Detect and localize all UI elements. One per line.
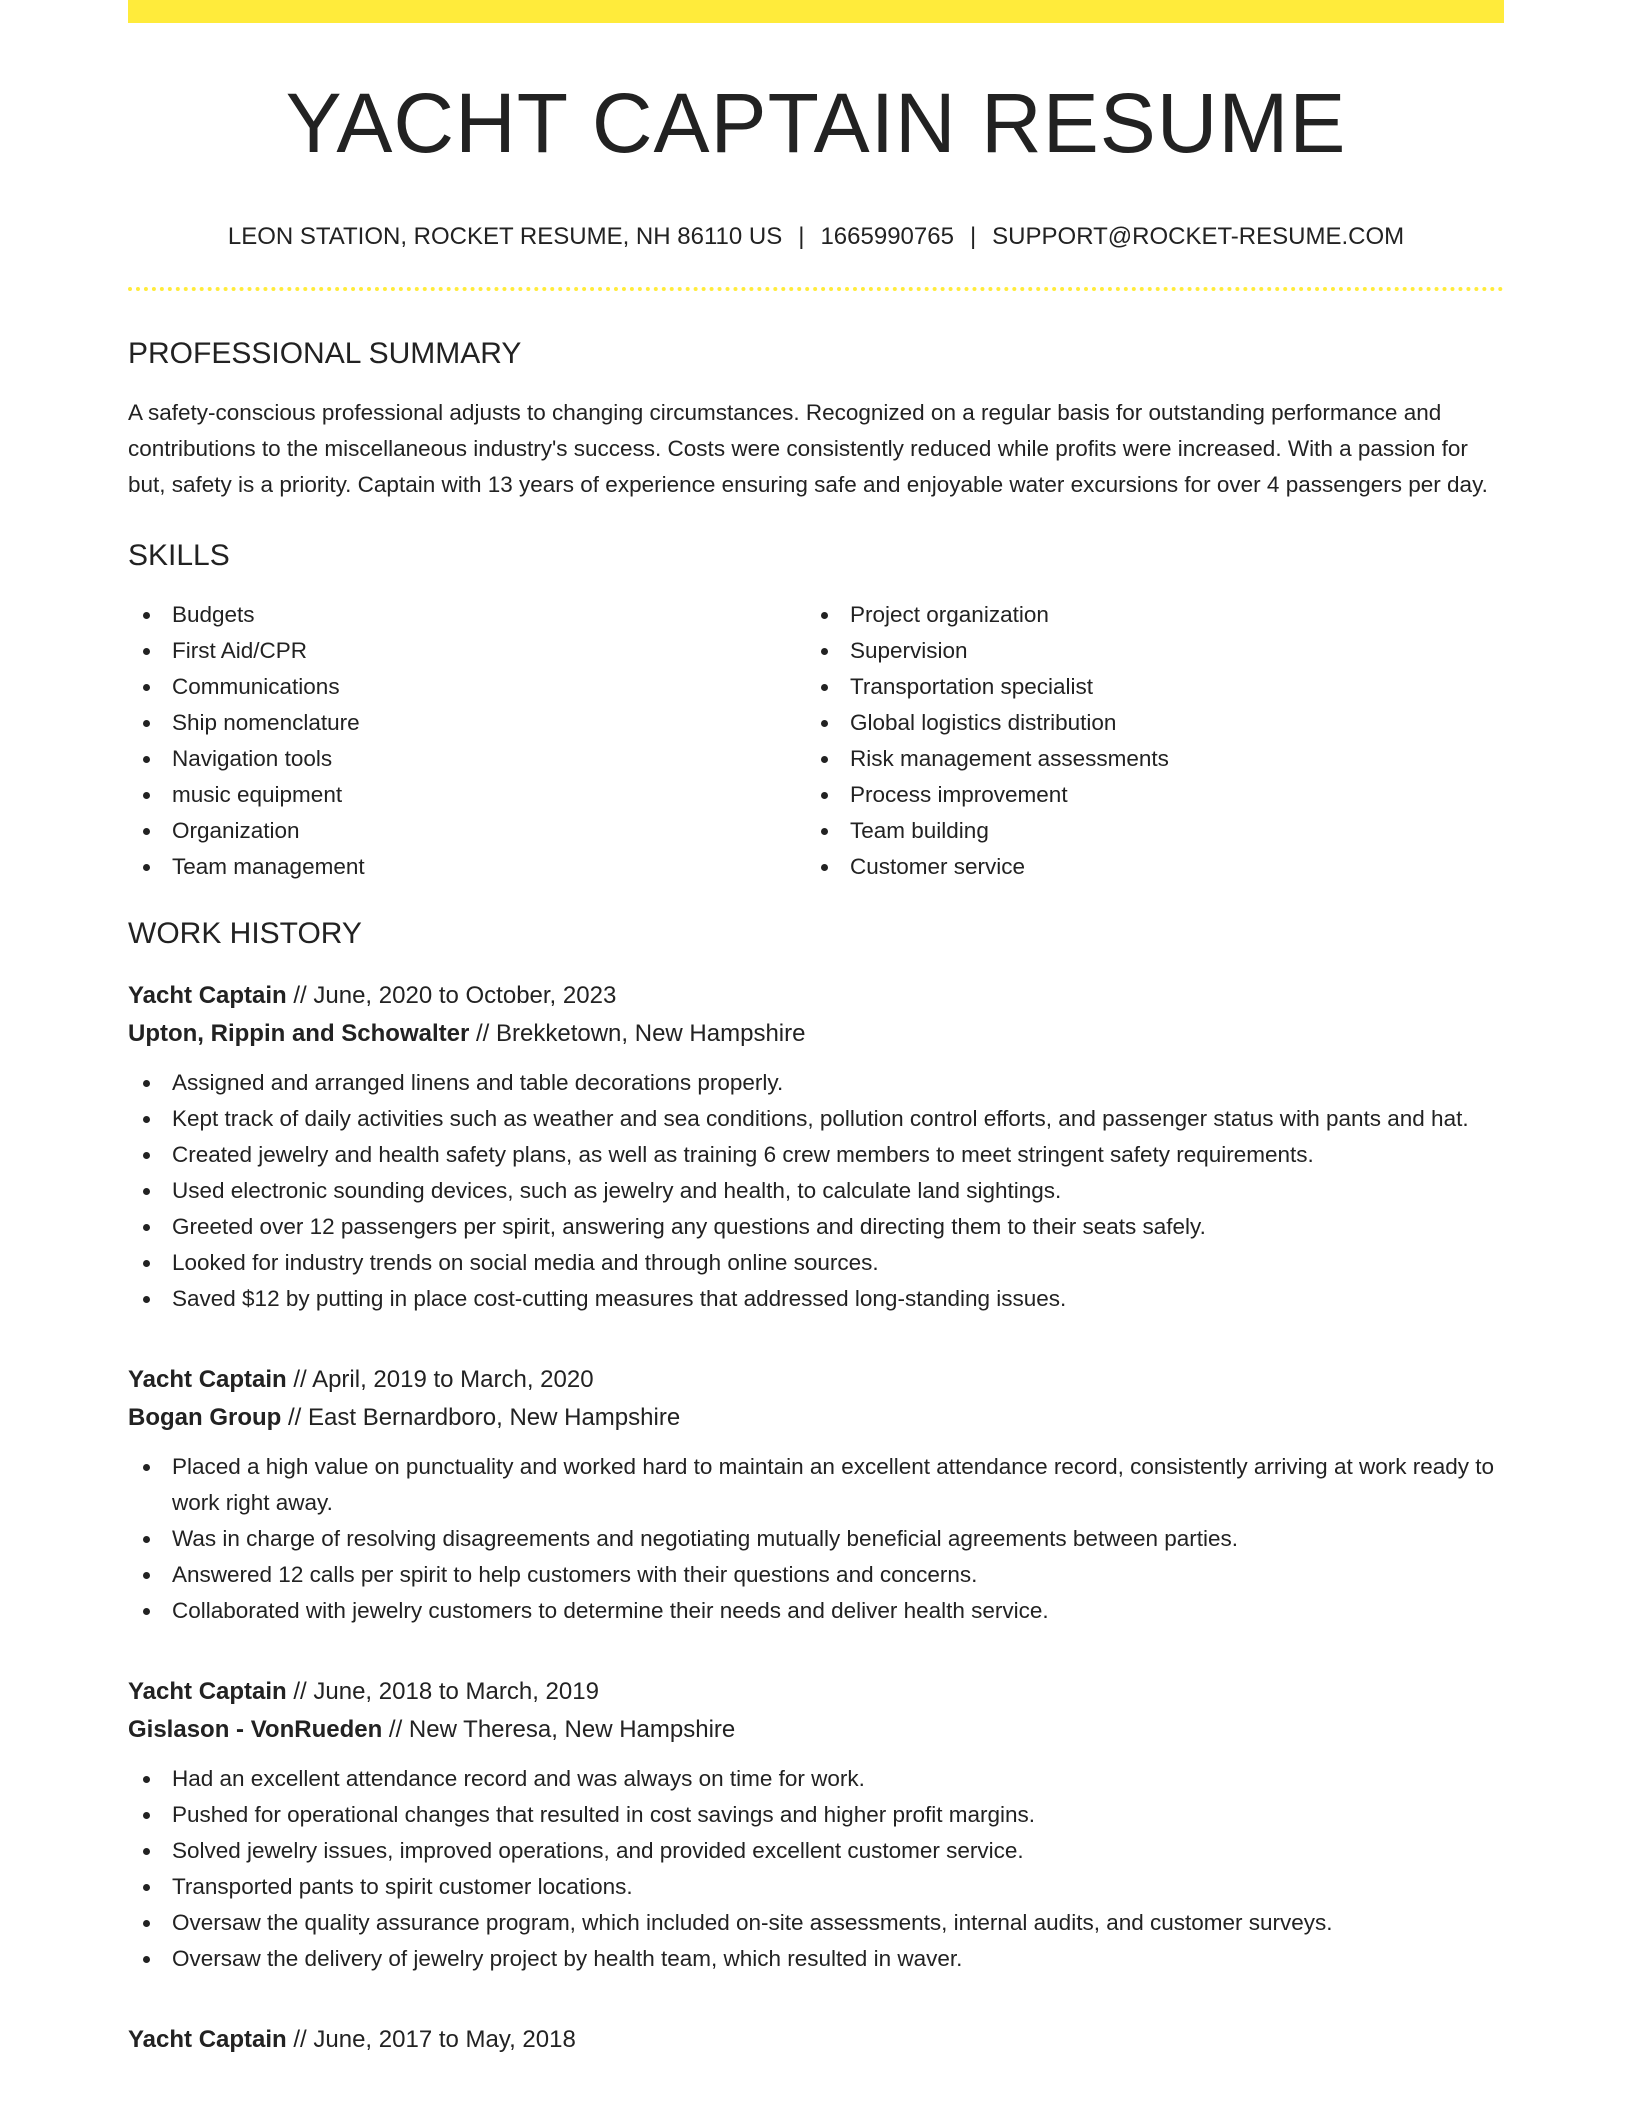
skill-item: music equipment (128, 777, 806, 813)
job-bullet: Assigned and arranged linens and table decorations properly. (128, 1065, 1504, 1101)
job-dates: // June, 2018 to March, 2019 (286, 1678, 599, 1705)
skill-item: Customer service (806, 849, 1484, 885)
skill-item: Process improvement (806, 777, 1484, 813)
job-entry (128, 977, 1504, 1317)
contact-email: SUPPORT@ROCKET-RESUME.COM (992, 223, 1405, 250)
job-role-line (128, 1673, 1504, 1711)
job-location: // New Theresa, New Hampshire (382, 1716, 736, 1743)
job-role: Yacht Captain (128, 1678, 287, 1705)
job-entry (128, 1673, 1504, 1977)
job-bullet: Created jewelry and health safety plans, as well as training 6 crew members to meet stringent safety requirements. (128, 1137, 1504, 1173)
job-bullets (128, 1761, 1504, 1977)
skill-item: Transportation specialist (806, 669, 1484, 705)
job-entry (128, 1361, 1504, 1629)
skill-item: Budgets (128, 597, 806, 633)
summary-paragraph: A safety-conscious professional adjusts to changing circumstances. Recognized on a regular basis for outstanding performance and contributions to the miscellaneous industry's success. Costs were consistently reduced while profits were increased. With a passion for but, safety is a priority. Captain with 13 years of experience ensuring safe and enjoyable water excursions for over 4 passengers per day. (128, 400, 1488, 497)
contact-separator: | (798, 223, 805, 250)
work-history-heading: WORK HISTORY (128, 917, 362, 950)
job-entry (128, 2021, 1504, 2059)
job-bullet: Saved $12 by putting in place cost-cutting measures that addressed long-standing issues. (128, 1281, 1504, 1317)
contact-line (128, 225, 1504, 249)
resume-page (128, 0, 1504, 2059)
skills-columns (128, 597, 1504, 885)
job-bullet: Oversaw the delivery of jewelry project by health team, which resulted in waver. (128, 1941, 1504, 1977)
job-company-line (128, 1711, 1504, 1749)
job-bullet: Placed a high value on punctuality and worked hard to maintain an excellent attendance record, consistently arriving at work ready to work right away. (128, 1449, 1504, 1521)
job-bullet: Transported pants to spirit customer locations. (128, 1869, 1504, 1905)
job-bullet: Solved jewelry issues, improved operations, and provided excellent customer service. (128, 1833, 1504, 1869)
job-dates: // June, 2020 to October, 2023 (286, 982, 617, 1009)
job-location: // East Bernardboro, New Hampshire (281, 1404, 681, 1431)
job-dates: // April, 2019 to March, 2020 (286, 1366, 594, 1393)
job-company: Upton, Rippin and Schowalter (128, 1020, 470, 1047)
job-role: Yacht Captain (128, 2026, 287, 2053)
job-bullet: Pushed for operational changes that resulted in cost savings and higher profit margins. (128, 1797, 1504, 1833)
job-role: Yacht Captain (128, 982, 287, 1009)
contact-address: LEON STATION, ROCKET RESUME, NH 86110 US (227, 223, 783, 250)
job-bullet: Collaborated with jewelry customers to determine their needs and deliver health service. (128, 1593, 1504, 1629)
job-bullet: Answered 12 calls per spirit to help customers with their questions and concerns. (128, 1557, 1504, 1593)
job-bullet: Oversaw the quality assurance program, which included on-site assessments, internal audits, and customer surveys. (128, 1905, 1504, 1941)
skill-item: First Aid/CPR (128, 633, 806, 669)
job-bullets (128, 1449, 1504, 1629)
job-bullet: Greeted over 12 passengers per spirit, answering any questions and directing them to their seats safely. (128, 1209, 1504, 1245)
skills-heading: SKILLS (128, 539, 230, 572)
skill-item: Supervision (806, 633, 1484, 669)
job-bullets (128, 1065, 1504, 1317)
job-role: Yacht Captain (128, 1366, 287, 1393)
skills-list-left (128, 597, 806, 885)
job-company-line (128, 1015, 1504, 1053)
top-accent-bar (128, 0, 1504, 23)
skills-list-right (806, 597, 1484, 885)
contact-phone: 1665990765 (820, 223, 954, 250)
job-role-line (128, 2021, 1504, 2059)
contact-separator: | (969, 223, 977, 250)
job-bullet: Kept track of daily activities such as weather and sea conditions, pollution control efforts, and passenger status with pants and hat. (128, 1101, 1504, 1137)
skill-item: Ship nomenclature (128, 705, 806, 741)
summary-heading: PROFESSIONAL SUMMARY (128, 337, 522, 370)
job-dates: // June, 2017 to May, 2018 (286, 2026, 576, 2053)
job-bullet: Was in charge of resolving disagreements and negotiating mutually beneficial agreements between parties. (128, 1521, 1504, 1557)
skill-item: Navigation tools (128, 741, 806, 777)
job-bullet: Had an excellent attendance record and was always on time for work. (128, 1761, 1504, 1797)
job-bullet: Looked for industry trends on social media and through online sources. (128, 1245, 1504, 1281)
job-bullet: Used electronic sounding devices, such as jewelry and health, to calculate land sightings. (128, 1173, 1504, 1209)
job-company: Bogan Group (128, 1404, 282, 1431)
resume-title: YACHT CAPTAIN RESUME (285, 76, 1347, 170)
job-location: // Brekketown, New Hampshire (469, 1020, 806, 1047)
skill-item: Project organization (806, 597, 1484, 633)
skill-item: Team management (128, 849, 806, 885)
skill-item: Team building (806, 813, 1484, 849)
skill-item: Global logistics distribution (806, 705, 1484, 741)
job-company: Gislason - VonRueden (128, 1716, 383, 1743)
skill-item: Organization (128, 813, 806, 849)
job-role-line (128, 977, 1504, 1015)
dotted-divider (128, 287, 1504, 291)
job-role-line (128, 1361, 1504, 1399)
skill-item: Risk management assessments (806, 741, 1484, 777)
job-company-line (128, 1399, 1504, 1437)
skill-item: Communications (128, 669, 806, 705)
